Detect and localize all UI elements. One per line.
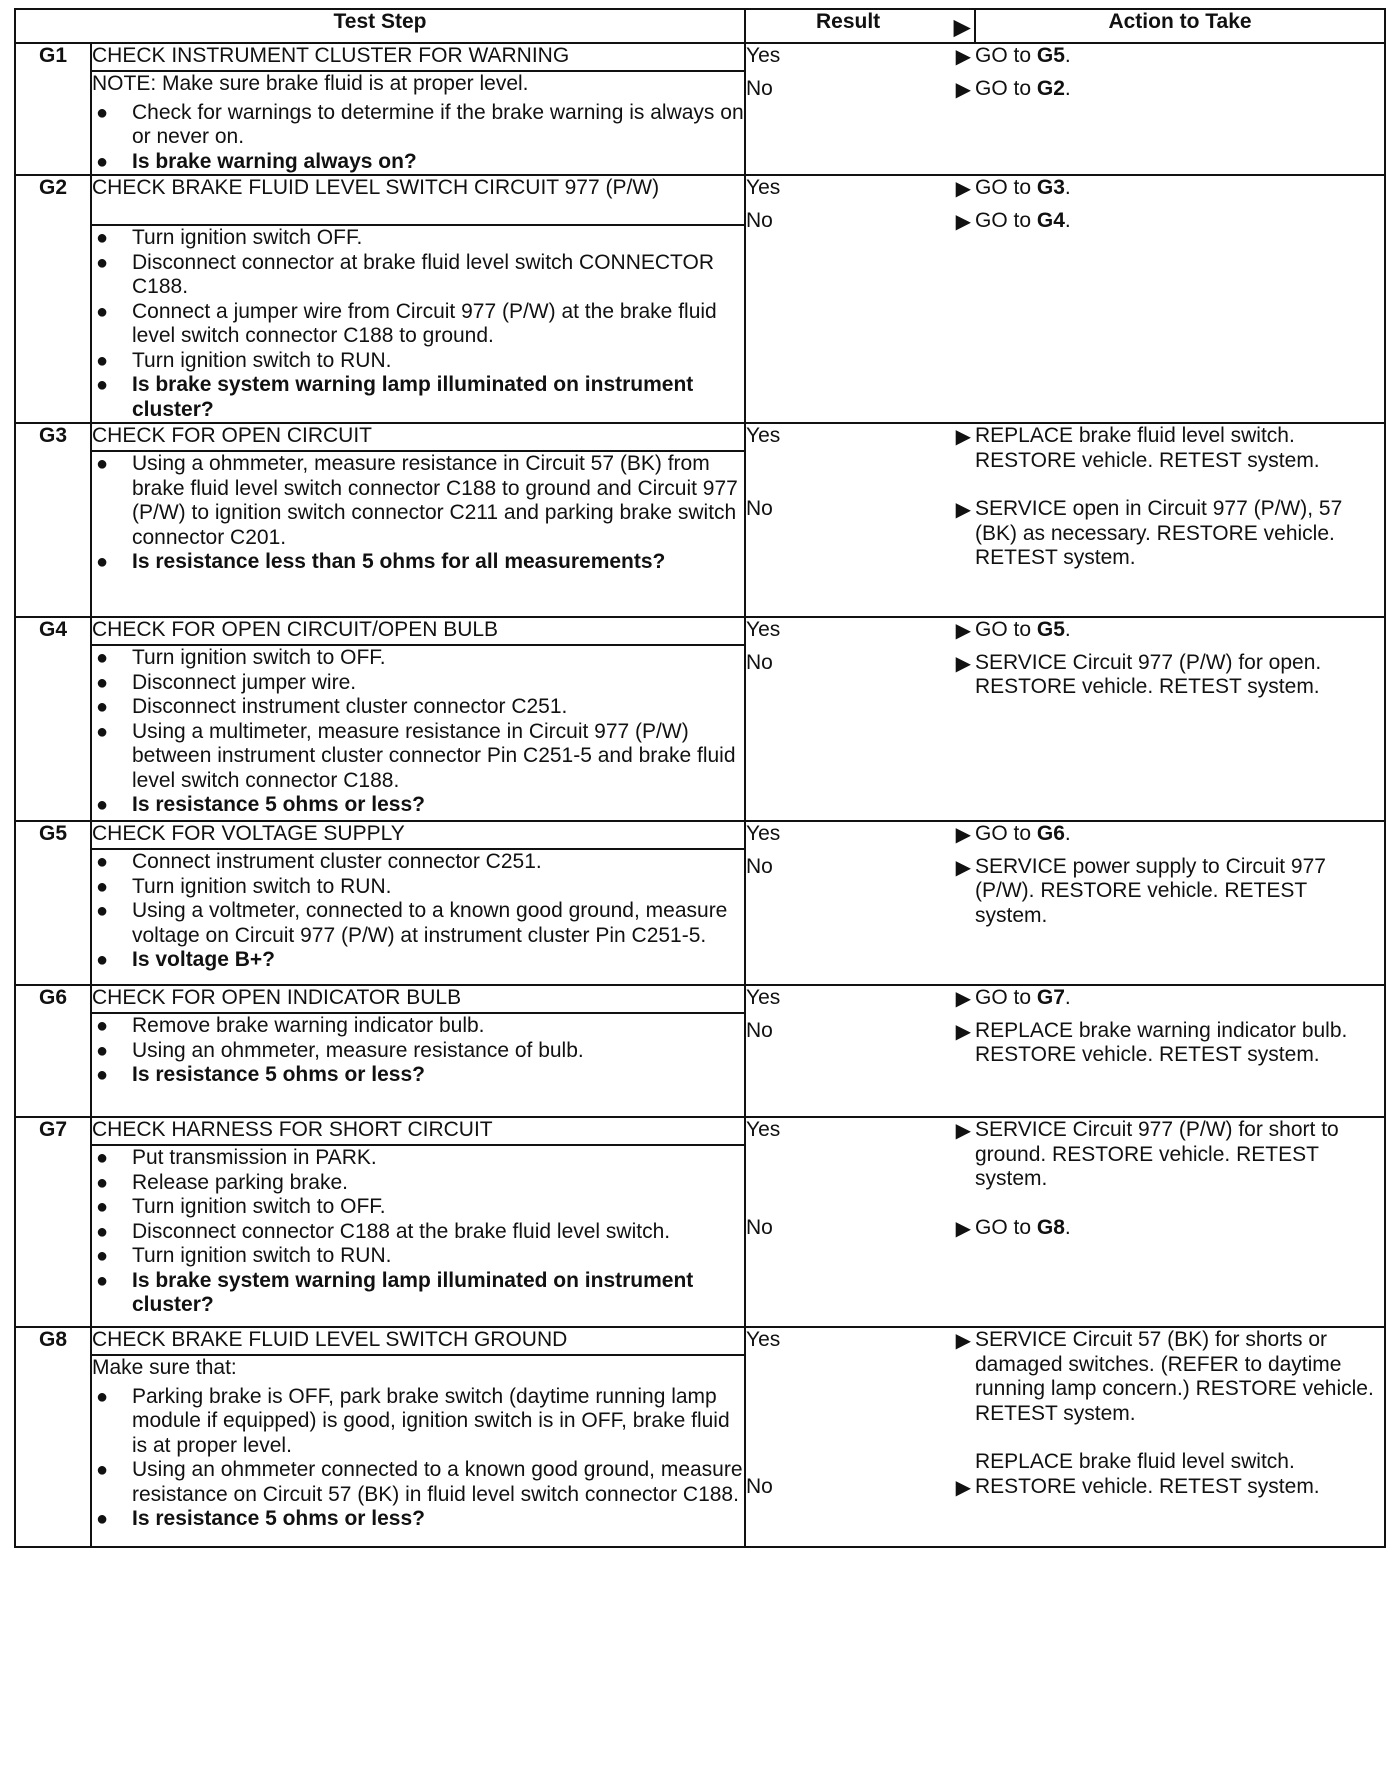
action-no xyxy=(975,77,1384,102)
action-no xyxy=(975,1216,1384,1241)
arrow-icon: ▶ xyxy=(955,1020,971,1043)
step-bullet xyxy=(92,875,744,900)
bullet-icon: ● xyxy=(96,150,109,173)
steps-body xyxy=(15,43,1385,1547)
bullet-icon: ● xyxy=(96,794,109,816)
action-cell xyxy=(975,617,1385,821)
step-question xyxy=(92,793,744,818)
action-yes-extra: RETEST system. xyxy=(975,1401,1136,1425)
action-text-end: . xyxy=(1064,1215,1071,1239)
bullet-icon: ● xyxy=(96,551,109,573)
step-bullet-text: Connect a jumper wire from Circuit 977 (P/W) at the brake fluid level switch connector C188 to ground. xyxy=(132,299,717,347)
result-yes xyxy=(746,618,975,643)
arrow-icon: ▶ xyxy=(955,499,971,521)
step-bullet-text: Turn ignition switch to RUN. xyxy=(132,348,392,372)
result-cell xyxy=(745,43,975,175)
step-bullet xyxy=(92,1195,744,1220)
action-text: REPLACE brake fluid level switch. RESTORE vehicle. RETEST system. xyxy=(975,1450,1320,1498)
result-no-label: No xyxy=(746,1215,773,1239)
bullet-icon: ● xyxy=(96,1015,109,1037)
step-note: NOTE: Make sure brake fluid is at proper level. xyxy=(92,72,529,95)
bullet-icon: ● xyxy=(96,1245,109,1267)
bullet-icon: ● xyxy=(96,949,109,971)
arrow-icon: ▶ xyxy=(955,178,971,200)
step-title: CHECK HARNESS FOR SHORT CIRCUIT xyxy=(91,1117,745,1145)
step-question xyxy=(92,1063,744,1088)
result-no-label: No xyxy=(746,208,773,232)
step-reference: G5 xyxy=(1036,44,1065,67)
action-text-end: . xyxy=(1064,76,1071,100)
step-question-text: Is brake system warning lamp illuminated on instrument cluster? xyxy=(132,373,694,421)
arrow-icon: ▶ xyxy=(955,824,971,846)
action-yes xyxy=(975,1118,1384,1192)
step-bullet-text: Connect instrument cluster connector C251. xyxy=(132,850,542,873)
bullet-icon: ● xyxy=(96,227,109,249)
action-no xyxy=(975,651,1384,700)
step-bullet-text: Using an ohmmeter connected to a known good ground, measure resistance on Circuit 57 (BK) in fluid level switch connector C188. xyxy=(132,1458,743,1506)
step-question-text: Is resistance less than 5 ohms for all measurements? xyxy=(132,550,666,573)
action-text: GO to xyxy=(975,208,1037,232)
step-question-text: Is resistance 5 ohms or less? xyxy=(132,1507,425,1530)
step-title-row xyxy=(15,985,1385,1013)
arrow-icon: ▶ xyxy=(955,1217,971,1240)
result-no xyxy=(746,497,975,522)
action-header: Action to Take xyxy=(975,9,1385,43)
step-bullet xyxy=(92,646,744,671)
bullet-icon: ● xyxy=(96,349,109,372)
step-title-row xyxy=(15,1327,1385,1355)
action-text-end: . xyxy=(1064,176,1071,199)
bullet-icon: ● xyxy=(96,900,109,922)
step-question-text: Is brake system warning lamp illuminated on instrument cluster? xyxy=(132,1268,694,1316)
action-text: GO to xyxy=(975,986,1037,1009)
result-cell xyxy=(745,1117,975,1327)
step-title: CHECK INSTRUMENT CLUSTER FOR WARNING xyxy=(91,43,745,71)
step-body xyxy=(91,1145,745,1327)
step-bullet-text: Turn ignition switch to OFF. xyxy=(132,646,386,669)
step-title-row xyxy=(15,821,1385,849)
arrow-icon: ▶ xyxy=(955,426,971,448)
bullet-icon: ● xyxy=(96,647,109,669)
result-cell xyxy=(745,821,975,985)
arrow-icon: ▶ xyxy=(955,988,971,1010)
action-cell xyxy=(975,175,1385,423)
step-title-row xyxy=(15,1117,1385,1145)
step-bullet-text: Using a voltmeter, connected to a known good ground, measure voltage on Circuit 977 (P/W) at instrument cluster Pin C251-5. xyxy=(132,899,728,947)
pinpoint-test-table xyxy=(14,8,1386,1548)
bullet-icon: ● xyxy=(96,1385,109,1408)
result-no xyxy=(746,1216,975,1241)
step-body xyxy=(91,645,745,821)
test-step-header: Test Step xyxy=(15,9,745,43)
step-bullet xyxy=(92,1014,744,1039)
arrow-icon: ▶ xyxy=(955,652,971,675)
step-body xyxy=(91,451,745,617)
bullet-icon: ● xyxy=(96,1147,109,1169)
arrow-icon: ▶ xyxy=(955,78,971,101)
step-body xyxy=(91,849,745,985)
action-cell xyxy=(975,1327,1385,1547)
result-cell xyxy=(745,617,975,821)
header-row xyxy=(15,9,1385,43)
bullet-icon: ● xyxy=(96,1459,109,1481)
step-bullet-text: Turn ignition switch to RUN. xyxy=(132,1244,392,1267)
step-bullet xyxy=(92,695,744,720)
action-cell xyxy=(975,985,1385,1117)
bullet-icon: ● xyxy=(96,1220,109,1243)
step-title: CHECK BRAKE FLUID LEVEL SWITCH CIRCUIT 977 (P/W) xyxy=(91,175,745,225)
result-yes-label: Yes xyxy=(746,986,781,1009)
action-yes xyxy=(975,424,1384,473)
result-yes xyxy=(746,1328,975,1353)
step-title: CHECK FOR OPEN INDICATOR BULB xyxy=(91,985,745,1013)
result-cell xyxy=(745,175,975,423)
result-no-label: No xyxy=(746,1018,773,1042)
step-bullet xyxy=(92,349,744,374)
step-id: G2 xyxy=(15,175,91,423)
step-bullet xyxy=(92,1244,744,1269)
result-yes-label: Yes xyxy=(746,1328,781,1351)
result-yes xyxy=(746,424,975,449)
step-bullet-text: Using an ohmmeter, measure resistance of bulb. xyxy=(132,1038,584,1062)
bullet-icon: ● xyxy=(96,720,109,743)
step-id: G5 xyxy=(15,821,91,985)
action-no xyxy=(975,1019,1384,1068)
arrow-icon: ▶ xyxy=(955,1120,971,1142)
bullet-icon: ● xyxy=(96,300,109,323)
step-bullet-text: Put transmission in PARK. xyxy=(132,1146,377,1169)
bullet-icon: ● xyxy=(96,1171,109,1194)
step-bullet xyxy=(92,300,744,349)
step-note: Make sure that: xyxy=(92,1356,237,1379)
result-no xyxy=(746,1475,975,1500)
step-id: G4 xyxy=(15,617,91,821)
arrow-icon: ▶ xyxy=(955,620,971,642)
step-reference: G3 xyxy=(1036,176,1065,199)
action-text-end: . xyxy=(1064,618,1071,641)
bullet-icon: ● xyxy=(96,696,109,718)
step-title-row xyxy=(15,175,1385,225)
arrow-icon: ▶ xyxy=(955,856,971,879)
step-reference: G8 xyxy=(1036,1215,1065,1239)
step-reference: G6 xyxy=(1036,822,1065,845)
step-bullet-text: Using a ohmmeter, measure resistance in Circuit 57 (BK) from brake fluid level switch connector C188 to ground and Circuit 977 (P/W) to ignition switch connector C211 and parking brake switch connector C201. xyxy=(132,452,738,549)
step-bullet xyxy=(92,226,744,251)
bullet-icon: ● xyxy=(96,101,109,124)
step-bullet xyxy=(92,1171,744,1196)
step-body xyxy=(91,1013,745,1117)
step-bullet xyxy=(92,452,744,550)
action-no xyxy=(975,855,1384,929)
step-body xyxy=(91,1355,745,1547)
step-title: CHECK BRAKE FLUID LEVEL SWITCH GROUND xyxy=(91,1327,745,1355)
step-bullet-text: Disconnect connector at brake fluid level switch CONNECTOR C188. xyxy=(132,250,715,298)
result-yes-label: Yes xyxy=(746,822,781,845)
step-bullet-text: Turn ignition switch to RUN. xyxy=(132,874,392,898)
step-bullet-text: Parking brake is OFF, park brake switch (daytime running lamp module if equipped) is good, ignition switch is in OFF, brake fluid is at proper level. xyxy=(132,1384,730,1457)
arrow-icon: ▶ xyxy=(955,46,971,68)
bullet-icon: ● xyxy=(96,453,109,475)
result-yes xyxy=(746,986,975,1011)
step-id: G3 xyxy=(15,423,91,617)
action-yes xyxy=(975,1328,1384,1402)
bullet-icon: ● xyxy=(96,1064,109,1086)
arrow-icon: ▶ xyxy=(953,16,970,39)
step-bullet-list xyxy=(92,1385,744,1532)
action-text: SERVICE open in Circuit 977 (P/W), 57 (BK) as necessary. RESTORE vehicle. RETEST system. xyxy=(975,497,1343,569)
result-cell xyxy=(745,1327,975,1547)
step-bullet-text: Disconnect jumper wire. xyxy=(132,670,357,694)
result-no xyxy=(746,77,975,102)
diagnostic-page xyxy=(14,8,1384,1772)
step-bullet-list xyxy=(92,646,744,818)
result-no xyxy=(746,855,975,880)
action-cell xyxy=(975,821,1385,985)
step-bullet-list xyxy=(92,226,744,422)
step-title-row xyxy=(15,423,1385,451)
action-text-end: . xyxy=(1064,208,1071,232)
step-bullet xyxy=(92,1385,744,1459)
step-bullet-list xyxy=(92,452,744,575)
step-title: CHECK FOR VOLTAGE SUPPLY xyxy=(91,821,745,849)
step-bullet xyxy=(92,1458,744,1507)
action-text: GO to xyxy=(975,76,1037,100)
action-text: REPLACE brake warning indicator bulb. RESTORE vehicle. RETEST system. xyxy=(975,1018,1348,1066)
step-body xyxy=(91,225,745,423)
result-yes xyxy=(746,822,975,847)
step-bullet xyxy=(92,671,744,696)
bullet-icon: ● xyxy=(96,1508,109,1530)
step-bullet xyxy=(92,101,744,150)
action-yes xyxy=(975,44,1384,69)
bullet-icon: ● xyxy=(96,1269,109,1292)
action-text: SERVICE Circuit 57 (BK) for shorts or damaged switches. (REFER to daytime running lamp concern.) RESTORE vehicle. xyxy=(975,1328,1374,1400)
result-no xyxy=(746,209,975,234)
step-bullet xyxy=(92,899,744,948)
action-yes xyxy=(975,176,1384,201)
result-header xyxy=(745,9,975,43)
step-question-text: Is resistance 5 ohms or less? xyxy=(132,1063,425,1086)
step-bullet-text: Disconnect connector C188 at the brake fluid level switch. xyxy=(132,1219,671,1243)
step-id: G6 xyxy=(15,985,91,1117)
result-yes-label: Yes xyxy=(746,44,781,67)
step-bullet xyxy=(92,850,744,875)
action-text: SERVICE Circuit 977 (P/W) for open. RESTORE vehicle. RETEST system. xyxy=(975,650,1322,698)
step-bullet-text: Disconnect instrument cluster connector C251. xyxy=(132,695,568,718)
step-question xyxy=(92,373,744,422)
bullet-icon: ● xyxy=(96,374,109,396)
bullet-icon: ● xyxy=(96,1039,109,1062)
step-bullet-list xyxy=(92,101,744,175)
step-bullet-list xyxy=(92,1146,744,1318)
result-yes-label: Yes xyxy=(746,176,781,199)
result-no-label: No xyxy=(746,1474,773,1498)
step-body xyxy=(91,71,745,175)
step-reference: G4 xyxy=(1036,208,1065,232)
bullet-icon: ● xyxy=(96,1196,109,1218)
step-bullet xyxy=(92,251,744,300)
step-question-text: Is voltage B+? xyxy=(132,948,275,971)
result-yes xyxy=(746,176,975,201)
step-question-text: Is brake warning always on? xyxy=(132,149,417,173)
step-question-text: Is resistance 5 ohms or less? xyxy=(132,793,425,816)
action-cell xyxy=(975,43,1385,175)
action-no xyxy=(975,1450,1384,1499)
step-bullet xyxy=(92,1039,744,1064)
action-text: SERVICE Circuit 977 (P/W) for short to ground. RESTORE vehicle. RETEST system. xyxy=(975,1118,1339,1190)
step-title: CHECK FOR OPEN CIRCUIT/OPEN BULB xyxy=(91,617,745,645)
result-yes xyxy=(746,1118,975,1143)
step-bullet-list xyxy=(92,1014,744,1088)
result-no-label: No xyxy=(746,76,773,100)
step-bullet-text: Remove brake warning indicator bulb. xyxy=(132,1014,485,1037)
step-bullet-text: Check for warnings to determine if the brake warning is always on or never on. xyxy=(132,100,744,148)
arrow-icon: ▶ xyxy=(955,1330,971,1352)
action-cell xyxy=(975,423,1385,617)
result-no xyxy=(746,1019,975,1044)
step-id: G8 xyxy=(15,1327,91,1547)
result-yes-label: Yes xyxy=(746,424,781,447)
step-title-row xyxy=(15,43,1385,71)
action-no xyxy=(975,209,1384,234)
action-yes xyxy=(975,986,1384,1011)
action-text: GO to xyxy=(975,618,1037,641)
action-text-end: . xyxy=(1064,822,1071,845)
arrow-icon: ▶ xyxy=(955,1476,971,1499)
step-question xyxy=(92,1507,744,1532)
action-yes xyxy=(975,822,1384,847)
result-no-label: No xyxy=(746,497,773,520)
bullet-icon: ● xyxy=(96,671,109,694)
step-bullet-text: Turn ignition switch to OFF. xyxy=(132,1195,386,1218)
step-bullet xyxy=(92,720,744,794)
step-question xyxy=(92,948,744,973)
action-text-end: . xyxy=(1064,44,1071,67)
step-question xyxy=(92,550,744,575)
step-question xyxy=(92,150,744,175)
result-yes-label: Yes xyxy=(746,618,781,641)
action-text: GO to xyxy=(975,44,1037,67)
bullet-icon: ● xyxy=(96,251,109,274)
action-text: GO to xyxy=(975,176,1037,199)
result-no xyxy=(746,651,975,676)
step-bullet-text: Turn ignition switch OFF. xyxy=(132,226,363,249)
result-yes-label: Yes xyxy=(746,1118,781,1141)
action-text: GO to xyxy=(975,822,1037,845)
action-cell xyxy=(975,1117,1385,1327)
step-title: CHECK FOR OPEN CIRCUIT xyxy=(91,423,745,451)
step-reference: G7 xyxy=(1036,986,1065,1009)
action-text: REPLACE brake fluid level switch. RESTORE vehicle. RETEST system. xyxy=(975,424,1320,472)
step-reference: G5 xyxy=(1036,618,1065,641)
arrow-icon: ▶ xyxy=(955,210,971,233)
step-reference: G2 xyxy=(1036,76,1065,100)
step-id: G1 xyxy=(15,43,91,175)
action-text: SERVICE power supply to Circuit 977 (P/W). RESTORE vehicle. RETEST system. xyxy=(975,854,1326,927)
result-cell xyxy=(745,423,975,617)
step-bullet xyxy=(92,1146,744,1171)
result-yes xyxy=(746,44,975,69)
action-yes xyxy=(975,618,1384,643)
action-text: GO to xyxy=(975,1215,1037,1239)
result-no-label: No xyxy=(746,854,773,878)
action-text-end: . xyxy=(1064,986,1071,1009)
step-question xyxy=(92,1269,744,1318)
step-title-row xyxy=(15,617,1385,645)
step-bullet-list xyxy=(92,850,744,973)
result-cell xyxy=(745,985,975,1117)
bullet-icon: ● xyxy=(96,875,109,898)
result-header-label: Result xyxy=(816,10,881,33)
step-bullet-text: Using a multimeter, measure resistance in Circuit 977 (P/W) between instrument cluster connector Pin C251-5 and brake fluid level switch connector C188. xyxy=(132,719,736,792)
step-id: G7 xyxy=(15,1117,91,1327)
step-bullet-text: Release parking brake. xyxy=(132,1170,348,1194)
result-no-label: No xyxy=(746,650,773,674)
step-bullet xyxy=(92,1220,744,1245)
bullet-icon: ● xyxy=(96,851,109,873)
action-no xyxy=(975,497,1384,571)
